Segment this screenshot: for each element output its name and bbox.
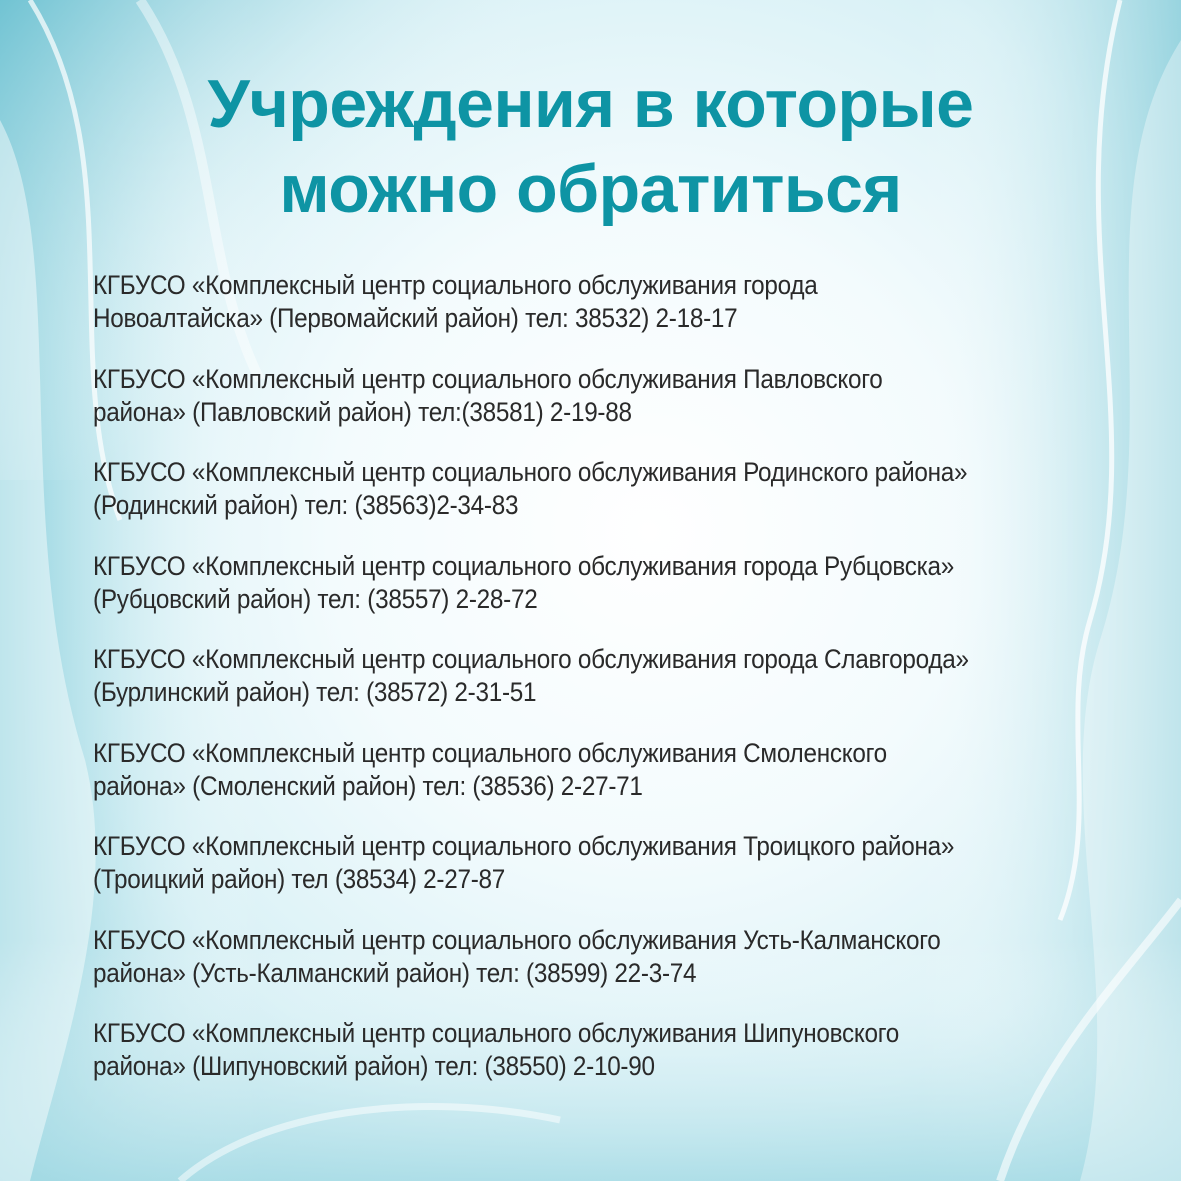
institution-entry xyxy=(93,363,1146,429)
institution-entry xyxy=(93,924,1146,990)
institution-entry-line: района» (Смоленский район) тел: (38536) 2-27-71 xyxy=(93,770,643,801)
institution-entry xyxy=(93,737,1146,803)
institution-entry-line: (Троицкий район) тел (38534) 2-27-87 xyxy=(93,864,506,894)
institution-entry xyxy=(93,456,1146,522)
institution-entry-line: КГБУСО «Комплексный центр социального обслуживания Усть-Калманского xyxy=(93,924,941,955)
institution-entry-line: КГБУСО «Комплексный центр социального обслуживания города xyxy=(93,270,818,300)
institution-entry-line: КГБУСО «Комплексный центр социального обслуживания города Славгорода» xyxy=(93,644,969,674)
institution-entry-line: КГБУСО «Комплексный центр социального обслуживания Троицкого района» xyxy=(93,831,955,861)
institution-entry xyxy=(93,269,1146,335)
institution-entry-line: (Родинский район) тел: (38563)2-34-83 xyxy=(93,490,519,520)
institution-entry-line: района» (Павловский район) тел:(38581) 2-19-88 xyxy=(93,396,632,427)
institution-entry-line: КГБУСО «Комплексный центр социального обслуживания Шипуновского xyxy=(93,1018,900,1048)
institution-entry-line: КГБУСО «Комплексный центр социального обслуживания Смоленского xyxy=(93,737,887,768)
institution-entry xyxy=(93,1017,1146,1083)
institution-entry-line: (Бурлинский район) тел: (38572) 2-31-51 xyxy=(93,677,537,707)
institution-entry-line: КГБУСО «Комплексный центр социального обслуживания города Рубцовска» xyxy=(93,550,955,581)
page-title xyxy=(0,62,1181,232)
institution-entry-line: Новоалтайска» (Первомайский район) тел: 38532) 2-18-17 xyxy=(93,303,738,333)
title-line-1: Учреждения в которые xyxy=(207,66,974,142)
institution-list xyxy=(93,269,1153,1111)
institution-entry-line: КГБУСО «Комплексный центр социального обслуживания Павловского xyxy=(93,363,883,394)
institution-entry xyxy=(93,830,1146,896)
institution-entry-line: КГБУСО «Комплексный центр социального обслуживания Родинского района» xyxy=(93,457,968,487)
institution-entry-line: района» (Шипуновский район) тел: (38550) 2-10-90 xyxy=(93,1051,655,1081)
institution-entry xyxy=(93,550,1146,616)
title-line-2: можно обратиться xyxy=(279,151,902,227)
institution-entry xyxy=(93,643,1146,709)
institution-entry-line: (Рубцовский район) тел: (38557) 2-28-72 xyxy=(93,583,538,614)
institution-entry-line: района» (Усть-Калманский район) тел: (38599) 22-3-74 xyxy=(93,957,697,988)
